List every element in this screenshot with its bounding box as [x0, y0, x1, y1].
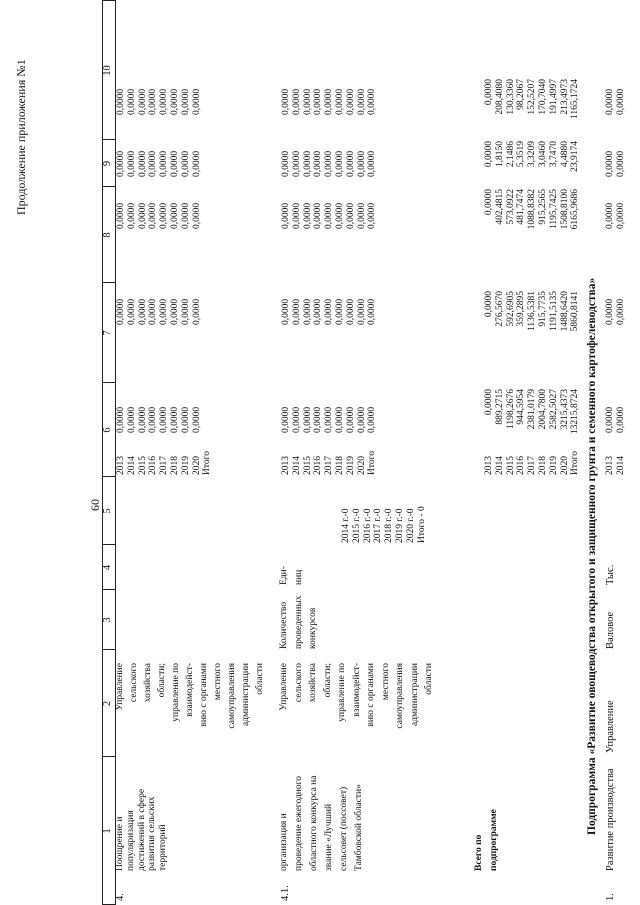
row41-indicator-line: проведенных [293, 595, 304, 649]
total-years [484, 451, 581, 475]
year-cell: 2013 [116, 456, 126, 475]
page-number: 60 [88, 499, 102, 511]
value-cell: 0,0000 [313, 202, 324, 229]
value-cell: 0,0000 [302, 88, 313, 115]
value-cell: 2004,7800 [537, 389, 548, 430]
target-cell: 2020 г.-0 [405, 508, 416, 543]
value-cell: 0,0000 [605, 406, 615, 433]
value-cell: 0,0000 [126, 150, 137, 177]
row4-name-line: развития сельских [147, 796, 158, 871]
value-cell: 0,0000 [159, 88, 170, 115]
value-cell: 3215,4373 [559, 389, 570, 430]
row4-executor [115, 663, 269, 753]
value-cell: 3,7470 [548, 141, 559, 168]
value-cell: 0,0000 [116, 88, 126, 115]
col-header-5: 5 [102, 508, 113, 514]
value-cell: 1488,6420 [559, 291, 570, 332]
value-cell: 592,6905 [505, 291, 516, 327]
row1-indicator: Валовое [605, 611, 616, 649]
value-cell: 0,0000 [367, 202, 378, 229]
value-cell: 0,0000 [313, 298, 324, 325]
row1-years [605, 456, 627, 475]
value-cell: 0,0000 [324, 298, 335, 325]
value-cell: 0,0000 [324, 150, 335, 177]
value-cell: 0,0000 [615, 298, 626, 325]
row4-name-line: Поощрение и [115, 816, 125, 871]
value-cell: 0,0000 [159, 298, 170, 325]
value-cell: 2,1486 [505, 141, 516, 168]
value-cell: 0,0000 [281, 406, 291, 433]
year-cell: 2020 [191, 456, 202, 475]
value-cell: 0,0000 [484, 189, 494, 216]
year-cell: 2020 [559, 456, 570, 475]
row41-executor-line: администрации [409, 663, 420, 727]
value-cell: 0,0000 [137, 298, 148, 325]
value-cell: 0,0000 [191, 88, 202, 115]
value-cell: 2582,5027 [548, 389, 559, 430]
value-cell: 0,0000 [356, 298, 367, 325]
row1-col6 [605, 407, 627, 433]
row4-name-line: достижений в сфере [136, 788, 147, 871]
value-cell: 0,0000 [345, 88, 356, 115]
value-cell: 0,0000 [345, 202, 356, 229]
row4-executor-line: вию с органами [199, 663, 209, 727]
value-cell: 1,8150 [494, 141, 505, 168]
value-cell: 0,0000 [159, 202, 170, 229]
row1-executor: Управление [605, 700, 616, 753]
value-cell: 0,0000 [291, 298, 302, 325]
col-header-2: 2 [102, 700, 113, 707]
year-cell: 2020 [356, 456, 367, 475]
value-cell: 0,0000 [605, 88, 615, 115]
row4-col7 [116, 299, 202, 325]
row4-executor-line: управление по [171, 663, 181, 722]
value-cell: 0,0000 [180, 202, 191, 229]
target-cell: 2015 г.-0 [351, 508, 362, 543]
value-cell: 0,0000 [484, 79, 494, 106]
year-cell: Итого [202, 450, 213, 475]
row41-unit-line: ниц [293, 569, 304, 585]
row4-executor-line: взаимодейст- [185, 663, 195, 717]
value-cell: 208,4080 [494, 79, 505, 115]
value-cell: 0,0000 [313, 150, 324, 177]
year-cell: 2014 [291, 456, 302, 475]
row41-executor-line: области [424, 663, 434, 695]
value-cell: 0,0000 [126, 88, 137, 115]
total-label-line: подпрограмме [489, 809, 499, 871]
year-cell: 2013 [281, 456, 291, 475]
row41-col9 [281, 151, 378, 177]
col-header-1: 1 [102, 828, 113, 834]
year-cell: 2019 [548, 456, 559, 475]
year-cell: 2017 [527, 456, 538, 475]
row4-executor-line: местного [213, 663, 223, 701]
value-cell: 0,0000 [367, 88, 378, 115]
value-cell: 0,0000 [191, 150, 202, 177]
value-cell: 0,0000 [169, 298, 180, 325]
value-cell: 191,4997 [548, 79, 559, 115]
col-header-7: 7 [102, 330, 113, 336]
row4-years [116, 451, 213, 475]
value-cell: 0,0000 [169, 202, 180, 229]
value-cell: 213,4973 [559, 79, 570, 115]
value-cell: 13215,8724 [570, 389, 581, 435]
row4-executor-line: администрации [241, 663, 251, 727]
year-cell: 2018 [169, 456, 180, 475]
col-header-3: 3 [102, 617, 113, 623]
total-col7 [484, 291, 581, 345]
row41-values5 [341, 506, 427, 543]
value-cell: 0,0000 [367, 150, 378, 177]
row41-unit [279, 566, 308, 585]
row41-executor-line: Управление [279, 663, 289, 711]
row41-executor-line: хозяйства [308, 663, 318, 703]
value-cell: 0,0000 [324, 406, 335, 433]
value-cell: 0,0000 [605, 202, 615, 229]
value-cell: 0,0000 [605, 298, 615, 325]
value-cell: 0,0000 [116, 150, 126, 177]
row41-executor-line: вию с органами [366, 663, 376, 727]
year-cell: 2015 [137, 456, 148, 475]
value-cell: 0,0000 [345, 298, 356, 325]
value-cell: 0,0000 [159, 150, 170, 177]
subprogram-title: Подпрограмма «Развитие овощеводства открытого и защищенного грунта и семенного картофелеводства» [586, 277, 598, 835]
value-cell: 0,0000 [313, 88, 324, 115]
value-cell: 0,0000 [334, 406, 345, 433]
value-cell: 0,0000 [356, 88, 367, 115]
value-cell: 944,5954 [516, 389, 527, 425]
value-cell: 0,0000 [148, 406, 159, 433]
row1-col10 [605, 89, 627, 115]
row41-name-line: областного конкурса на [309, 775, 319, 871]
value-cell: 0,0000 [324, 202, 335, 229]
value-cell: 0,0000 [291, 88, 302, 115]
value-cell: 0,0000 [180, 406, 191, 433]
value-cell: 5860,8141 [570, 291, 581, 332]
target-cell: 2017 г.-0 [373, 508, 384, 543]
row41-executor [279, 663, 439, 753]
col-header-10: 10 [102, 65, 113, 76]
col-header-6: 6 [102, 427, 113, 433]
row41-name-line: сельсовет (поссовет) [339, 786, 349, 871]
col-header-4: 4 [102, 564, 113, 571]
row41-years [281, 451, 378, 475]
value-cell: 0,0000 [191, 202, 202, 229]
year-cell: 2017 [159, 456, 170, 475]
value-cell: 0,0000 [615, 406, 626, 433]
total-label [474, 809, 504, 871]
value-cell: 0,0000 [356, 406, 367, 433]
value-cell: 3,0460 [537, 141, 548, 168]
value-cell: 0,0000 [356, 150, 367, 177]
value-cell: 0,0000 [137, 406, 148, 433]
value-cell: 0,0000 [615, 88, 626, 115]
value-cell: 0,0000 [484, 141, 494, 168]
value-cell: 170,7040 [537, 79, 548, 115]
value-cell: 0,0000 [484, 291, 494, 318]
value-cell: 2381,0179 [527, 389, 538, 430]
row4-executor-line: сельского [129, 663, 139, 703]
value-cell: 0,0000 [615, 150, 626, 177]
value-cell: 915,7735 [537, 291, 548, 327]
value-cell: 915,2565 [537, 189, 548, 225]
value-cell: 0,0000 [169, 150, 180, 177]
row4-name [115, 789, 169, 871]
value-cell: 0,0000 [148, 202, 159, 229]
row41-executor-line: местного [380, 663, 391, 701]
value-cell: 0,0000 [302, 406, 313, 433]
value-cell: 359,2895 [516, 291, 527, 327]
value-cell: 0,0000 [334, 298, 345, 325]
row41-name-line: звание «Лучший [324, 803, 334, 871]
row4-col9 [116, 151, 202, 177]
value-cell: 0,0000 [137, 150, 148, 177]
row41-name-line: проведение ежегодного [294, 776, 304, 871]
row4-number: 4. [115, 893, 126, 901]
total-col8 [484, 189, 581, 243]
value-cell: 130,3360 [505, 79, 516, 115]
col-header-8: 8 [102, 232, 113, 238]
value-cell: 573,0922 [505, 189, 516, 225]
year-cell: 2018 [537, 456, 548, 475]
value-cell: 0,0000 [126, 406, 137, 433]
value-cell: 0,0000 [137, 88, 148, 115]
row41-indicator-line: Количество [279, 601, 289, 649]
year-cell: 2014 [126, 456, 137, 475]
row1-col7 [605, 299, 627, 325]
value-cell: 0,0000 [345, 406, 356, 433]
value-cell: 0,0000 [334, 202, 345, 229]
value-cell: 0,0000 [159, 406, 170, 433]
value-cell: 3,3209 [527, 141, 538, 168]
value-cell: 0,0000 [281, 202, 291, 229]
value-cell: 0,0000 [180, 88, 191, 115]
value-cell: 0,0000 [137, 202, 148, 229]
year-cell: 2016 [148, 456, 159, 475]
row41-unit-line: Еди- [279, 566, 289, 585]
col-header-9: 9 [102, 160, 113, 167]
value-cell: 0,0000 [116, 202, 126, 229]
year-cell: 2013 [605, 456, 615, 475]
value-cell: 0,0000 [180, 150, 191, 177]
value-cell: 1088,8382 [527, 189, 538, 230]
row4-name-line: территорий [158, 824, 169, 871]
value-cell: 0,0000 [126, 298, 137, 325]
value-cell: 1508,8100 [559, 189, 570, 230]
value-cell: 276,5670 [494, 291, 505, 327]
row41-col7 [281, 299, 378, 325]
year-cell: 2014 [615, 456, 626, 475]
year-cell: 2016 [313, 456, 324, 475]
value-cell: 0,0000 [615, 202, 626, 229]
row41-executor-line: сельского [293, 663, 304, 703]
row4-executor-line: области [255, 663, 265, 695]
value-cell: 0,0000 [148, 298, 159, 325]
value-cell: 0,0000 [191, 406, 202, 433]
row4-name-line: популяризация [125, 810, 136, 871]
target-cell: 2018 г.-0 [384, 508, 395, 543]
row41-indicator-line: конкурсов [308, 607, 318, 649]
row41-executor-line: области; [322, 663, 333, 698]
target-cell: 2014 г.-0 [341, 508, 351, 543]
row41-name-line: организация и [279, 813, 289, 871]
row4-executor-line: Управление [115, 663, 125, 711]
row41-col8 [281, 203, 378, 229]
value-cell: 1165,1724 [570, 79, 581, 120]
value-cell: 4,4880 [559, 141, 570, 168]
year-cell: 2015 [505, 456, 516, 475]
value-cell: 889,2715 [494, 389, 505, 425]
value-cell: 402,4815 [494, 189, 505, 225]
value-cell: 0,0000 [345, 150, 356, 177]
row41-executor-line: самоуправления [395, 663, 405, 729]
value-cell: 0,0000 [302, 150, 313, 177]
value-cell: 0,0000 [148, 88, 159, 115]
target-cell: Итого - 0 [416, 506, 427, 543]
row4-col6 [116, 407, 202, 433]
target-cell: 2016 г.-0 [362, 508, 373, 543]
year-cell: 2016 [516, 456, 527, 475]
value-cell: 5,3519 [516, 141, 527, 168]
row41-indicator [279, 596, 323, 649]
row4-executor-line: самоуправления [227, 663, 237, 729]
row41-executor-line: взаимодейст- [351, 663, 362, 717]
row41-executor-line: управление по [337, 663, 347, 722]
value-cell: 0,0000 [334, 150, 345, 177]
value-cell: 0,0000 [334, 88, 345, 115]
value-cell: 0,0000 [302, 298, 313, 325]
row41-col6 [281, 407, 378, 433]
value-cell: 98,2067 [516, 79, 527, 110]
value-cell: 6165,9686 [570, 189, 581, 230]
value-cell: 23,9174 [570, 141, 581, 172]
total-col6 [484, 389, 581, 443]
value-cell: 0,0000 [367, 298, 378, 325]
total-col10 [484, 79, 581, 133]
row4-executor-line: области; [157, 663, 167, 698]
value-cell: 0,0000 [116, 298, 126, 325]
value-cell: 0,0000 [291, 202, 302, 229]
row1-unit: Тыс. [605, 564, 616, 585]
value-cell: 0,0000 [291, 406, 302, 433]
row4-executor-line: хозяйства [143, 663, 153, 703]
value-cell: 0,0000 [169, 88, 180, 115]
year-cell: 2018 [334, 456, 345, 475]
value-cell: 0,0000 [148, 150, 159, 177]
row1-col8 [605, 203, 627, 229]
value-cell: 0,0000 [324, 88, 335, 115]
row1-number: 1. [605, 893, 616, 901]
year-cell: 2014 [494, 456, 505, 475]
value-cell: 1191,5135 [548, 291, 559, 332]
year-cell: 2015 [302, 456, 313, 475]
value-cell: 1136,5381 [527, 291, 538, 332]
value-cell: 0,0000 [281, 88, 291, 115]
value-cell: 0,0000 [367, 406, 378, 433]
row41-number: 4.1. [280, 885, 291, 901]
value-cell: 0,0000 [291, 150, 302, 177]
year-cell: 2017 [324, 456, 335, 475]
value-cell: 0,0000 [116, 406, 126, 433]
row41-name [279, 776, 369, 871]
value-cell: 0,0000 [169, 406, 180, 433]
year-cell: Итого [570, 450, 581, 475]
continuation-title: Продолжение приложения №1 [14, 59, 28, 215]
value-cell: 481,7474 [516, 189, 527, 225]
value-cell: 0,0000 [281, 298, 291, 325]
total-col9 [484, 141, 581, 181]
row4-col8 [116, 203, 202, 229]
total-label-line: Всего по [474, 834, 484, 871]
row41-name-line: Тамбовской области» [354, 784, 364, 871]
value-cell: 1198,2676 [505, 389, 516, 430]
value-cell: 0,0000 [126, 202, 137, 229]
value-cell: 0,0000 [281, 150, 291, 177]
row41-col10 [281, 89, 378, 115]
value-cell: 0,0000 [180, 298, 191, 325]
value-cell: 0,0000 [605, 150, 615, 177]
year-cell: Итого [367, 450, 378, 475]
value-cell: 0,0000 [356, 202, 367, 229]
row1-name: Развитие производства [605, 768, 616, 871]
year-cell: 2013 [484, 456, 494, 475]
year-cell: 2019 [180, 456, 191, 475]
row1-col9 [605, 151, 627, 177]
year-cell: 2019 [345, 456, 356, 475]
value-cell: 152,5207 [527, 79, 538, 115]
value-cell: 0,0000 [484, 389, 494, 416]
target-cell: 2019 г.-0 [394, 508, 405, 543]
value-cell: 0,0000 [302, 202, 313, 229]
value-cell: 0,0000 [191, 298, 202, 325]
value-cell: 0,0000 [313, 406, 324, 433]
value-cell: 1195,7425 [548, 189, 559, 230]
row4-col10 [116, 89, 202, 115]
